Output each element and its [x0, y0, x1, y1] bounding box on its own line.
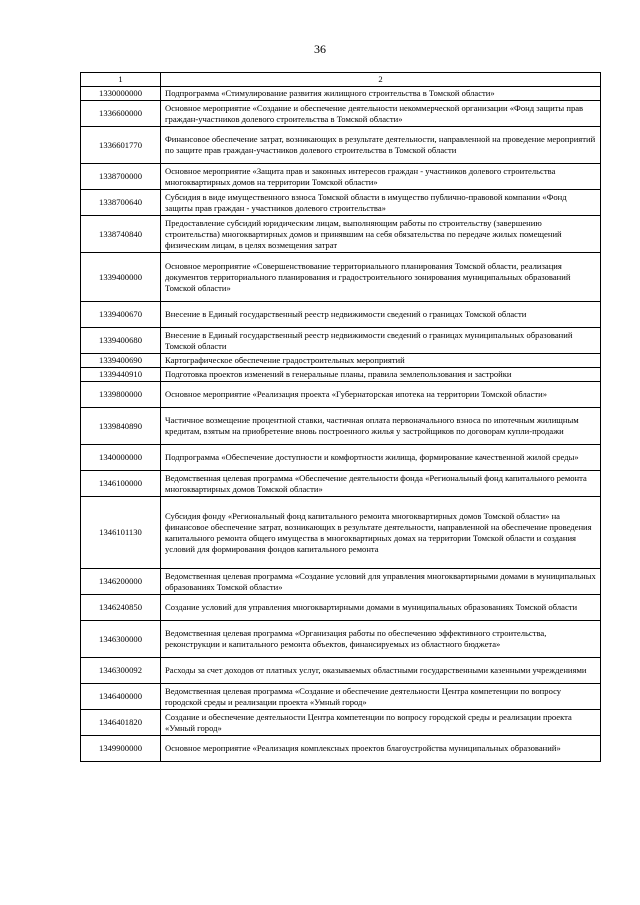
table-row [81, 684, 601, 710]
row-description: Основное мероприятие «Совершенствование территориального планирования Томской области, реализация документов территориального планирования и градостроительного зонирования муниципальных образований Томской области» [161, 253, 601, 302]
table-row [81, 164, 601, 190]
row-description: Подготовка проектов изменений в генеральные планы, правила землепользования и застройки [161, 368, 601, 382]
table-row [81, 328, 601, 354]
row-description: Субсидия в виде имущественного взноса Томской области в имущество публично-правовой компании «Фонд защиты прав граждан - участников долевого строительства» [161, 190, 601, 216]
table-row [81, 408, 601, 445]
table-row [81, 382, 601, 408]
table-row [81, 190, 601, 216]
table-row [81, 368, 601, 382]
table-row [81, 302, 601, 328]
row-code: 1336600000 [81, 101, 161, 127]
row-code: 1339400670 [81, 302, 161, 328]
row-description: Картографическое обеспечение градостроительных мероприятий [161, 354, 601, 368]
row-description: Предоставление субсидий юридическим лицам, выполняющим работы по строительству (завершению строительства) многоквартирных домов и принявшим на себя обязательства по передаче жилых помещений физическим лицам, в целях возмещения затрат [161, 216, 601, 253]
row-code: 1339400680 [81, 328, 161, 354]
row-description: Ведомственная целевая программа «Обеспечение деятельности фонда «Региональный фонд капитального ремонта многоквартирных домов Томской области» [161, 471, 601, 497]
table-header-row [81, 73, 601, 87]
row-description: Подпрограмма «Стимулирование развития жилищного строительства в Томской области» [161, 87, 601, 101]
row-code: 1346240850 [81, 595, 161, 621]
row-description: Частичное возмещение процентной ставки, частичная оплата первоначального взноса по ипотечным жилищным кредитам, взятым на приобретение вновь построенного жилья у застройщиков по договорам купли-продажи [161, 408, 601, 445]
page-number: 36 [314, 42, 326, 56]
row-code: 1339800000 [81, 382, 161, 408]
row-description: Финансовое обеспечение затрат, возникающих в результате деятельности, направленной на проведение мероприятий по защите прав граждан-участников долевого строительства в Томской области [161, 127, 601, 164]
table-row [81, 127, 601, 164]
column-header-code: 1 [81, 73, 161, 87]
row-code: 1346101130 [81, 497, 161, 569]
row-code: 1336601770 [81, 127, 161, 164]
row-code: 1346401820 [81, 710, 161, 736]
row-code: 1338740840 [81, 216, 161, 253]
budget-classification-table [80, 72, 601, 762]
row-code: 1339440910 [81, 368, 161, 382]
row-code: 1349900000 [81, 736, 161, 762]
row-description: Подпрограмма «Обеспечение доступности и комфортности жилища, формирование качественной жилой среды» [161, 445, 601, 471]
row-code: 1330000000 [81, 87, 161, 101]
row-description: Ведомственная целевая программа «Организация работы по обеспечению эффективного строительства, реконструкции и капитального ремонта объектов, финансируемых из областного бюджета» [161, 621, 601, 658]
row-description: Основное мероприятие «Реализация проекта «Губернаторская ипотека на территории Томской области» [161, 382, 601, 408]
row-code: 1346400000 [81, 684, 161, 710]
table-row [81, 710, 601, 736]
row-code: 1346200000 [81, 569, 161, 595]
row-code: 1339840890 [81, 408, 161, 445]
table-row [81, 736, 601, 762]
table-row [81, 216, 601, 253]
table-body [81, 87, 601, 762]
row-description: Ведомственная целевая программа «Создание условий для управления многоквартирными домами в муниципальных образованиях Томской области» [161, 569, 601, 595]
row-code: 1339400690 [81, 354, 161, 368]
table-row [81, 621, 601, 658]
row-description: Основное мероприятие «Реализация комплексных проектов благоустройства муниципальных образований» [161, 736, 601, 762]
column-header-name: 2 [161, 73, 601, 87]
table-row [81, 471, 601, 497]
row-description: Субсидия фонду «Региональный фонд капитального ремонта многоквартирных домов Томской области» на финансовое обеспечение затрат, возникающих в результате деятельности, направленной на обеспечение проведения капитального ремонта общего имущества в многоквартирных домах на территории Томской области и создания условий для формирования фондов капитального ремонта [161, 497, 601, 569]
table-row [81, 87, 601, 101]
table-row [81, 595, 601, 621]
row-code: 1339400000 [81, 253, 161, 302]
table-row [81, 101, 601, 127]
row-code: 1338700640 [81, 190, 161, 216]
table-row [81, 497, 601, 569]
row-code: 1338700000 [81, 164, 161, 190]
table-row [81, 253, 601, 302]
table-row [81, 354, 601, 368]
row-description: Расходы за счет доходов от платных услуг, оказываемых областными государственными казенными учреждениями [161, 658, 601, 684]
row-description: Основное мероприятие «Защита прав и законных интересов граждан - участников долевого строительства многоквартирных домов на территории Томской области» [161, 164, 601, 190]
row-code: 1340000000 [81, 445, 161, 471]
row-code: 1346300000 [81, 621, 161, 658]
table-row [81, 658, 601, 684]
row-description: Внесение в Единый государственный реестр недвижимости сведений о границах муниципальных образований Томской области [161, 328, 601, 354]
row-description: Создание и обеспечение деятельности Центра компетенции по вопросу городской среды и реализации проекта «Умный город» [161, 710, 601, 736]
row-description: Внесение в Единый государственный реестр недвижимости сведений о границах Томской области [161, 302, 601, 328]
row-description: Основное мероприятие «Создание и обеспечение деятельности некоммерческой организации «Фонд защиты прав граждан-участников долевого строительства в Томской области» [161, 101, 601, 127]
row-description: Ведомственная целевая программа «Создание и обеспечение деятельности Центра компетенции по вопросу городской среды и реализации проекта «Умный город» [161, 684, 601, 710]
table-row [81, 569, 601, 595]
row-code: 1346100000 [81, 471, 161, 497]
table-row [81, 445, 601, 471]
row-description: Создание условий для управления многоквартирными домами в муниципальных образованиях Томской области [161, 595, 601, 621]
row-code: 1346300092 [81, 658, 161, 684]
